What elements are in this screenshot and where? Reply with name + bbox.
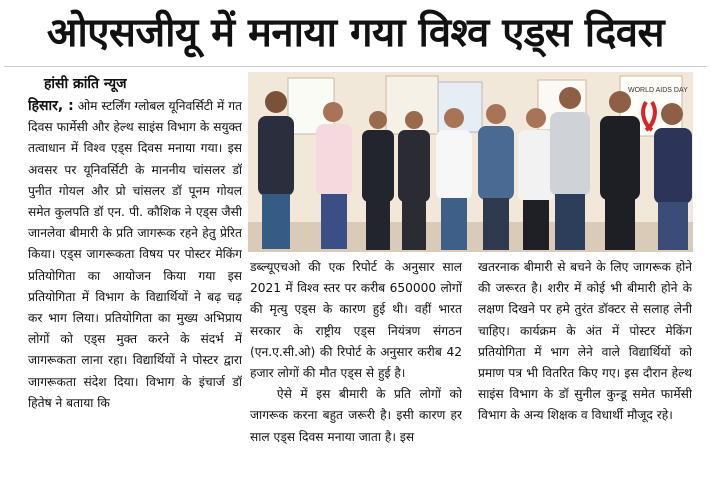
headline-divider (4, 66, 707, 67)
column-2-paragraph-2: ऐसे में इस बीमारी के प्रति लोगों को जागरूक करना बहुत जरूरी है। इसी कारण हर साल एड्स दिवस मनाया जाता है। इस (250, 387, 462, 444)
person-3 (362, 111, 394, 250)
headline: ओएसजीयू में मनाया गया विश्व एड्स दिवस (46, 10, 665, 56)
person-4 (398, 111, 430, 250)
column-2-paragraph-1: डब्ल्यूएचओ की एक रिपोर्ट के अनुसार साल 2021 में विश्व स्तर पर करीब 650000 लोगों की मृत्यु एड्स के कारण हुई थी। वहीं भारत सरकार के राष्ट्रीय एड्स नियंत्रण संगठन (एन.ए.सी.ओ) की रिपोर्ट के अनुसार करीब 42 हजार लोगों की मौत एड्स से हुई है। (250, 260, 462, 381)
article-column-1 (28, 96, 242, 489)
article-column-3 (478, 257, 692, 489)
column-3-text: खतरनाक बीमारी से बचने के लिए जागरूक होने की जरूरत है। शरीर में कोई भी बीमारी होने के लक्षण दिखने पर हमे तुरंत डॉक्टर से सलाह लेनी चाहिए। कार्यक्रम के अंत में पोस्टर मेकिंग प्रतियोगिता में भाग लेने वाले विद्यार्थियों को प्रमाण पत्र भी वितरित किए गए। इस दौरान हेल्थ साइंस विभाग के डॉ सुनील कुन्डू समेत फार्मेसी विभाग के अन्य शिक्षक व विधार्थी मौजूद रहे। (478, 260, 692, 423)
dateline: हिसार, : (28, 98, 74, 114)
news-photo (248, 72, 693, 252)
poster-text: WORLD AIDS DAY (628, 87, 688, 94)
article-column-2 (250, 257, 462, 489)
group-photo-illustration (248, 72, 693, 252)
byline: हांसी क्रांति न्यूज (44, 76, 127, 92)
column-1-text (28, 96, 242, 414)
column-1-body: ओम स्टर्लिंग ग्लोबल यूनिवर्सिटी में गत दिवस फार्मेसी और हेल्थ साइंस विभाग के सयुक्त तत्वाधान में विश्व एड्स दिवस मनाया गया। इस अवसर पर यूनिवर्सिटी के माननीय चांसलर डॉ पुनीत गोयल और प्रो चांसलर डॉ पूनम गोयल समेत कुलपति डॉ एन. पी. कौशिक ने एड्स जैसी जानलेवा बीमारी के प्रति जागरूक रहने हेतु प्रेरित किया। एड्स जागरूकता विषय पर पोस्टर मेकिंग प्रतियोगिता का आयोजन किया गया इस प्रतियोगिता में विभाग के विद्यार्थियों ने बढ़ चढ़ कर भाग लिया। प्रतियोगिता का मुख्य अभिप्राय लोगों को एड्स मुक्त करने के संदर्भ में जागरूकता लाना रहा। विद्यार्थियों ने पोस्टर द्वारा जागरूकता संदेश दिया। विभाग के इंचार्ज डॉ हितेष ने बताया कि (28, 99, 242, 410)
